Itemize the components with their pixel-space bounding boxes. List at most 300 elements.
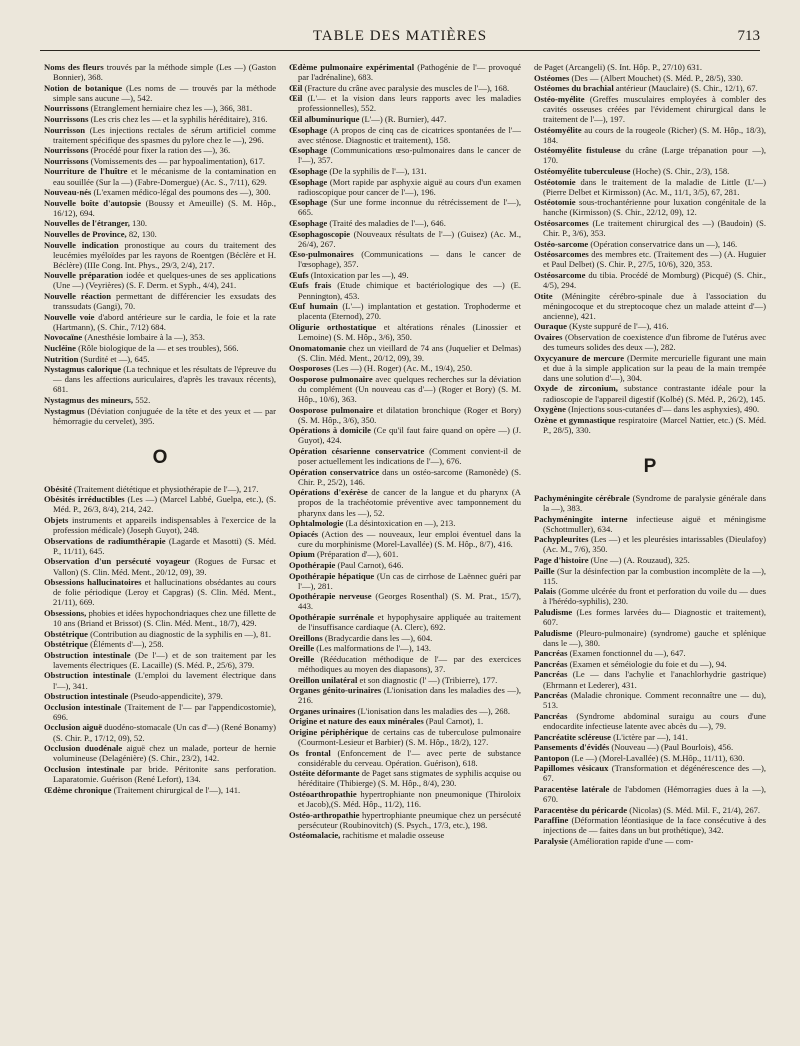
entry-term: Ouraque: [534, 321, 567, 332]
entry-term: Ostéotomie: [534, 176, 576, 187]
index-entry: [289, 374, 521, 404]
index-entry: [289, 322, 521, 342]
index-entry: [44, 166, 276, 186]
entry-term: Œsophagoscopie: [289, 228, 351, 239]
entry-term: Paludisme: [534, 606, 573, 617]
entry-text: 552.: [135, 395, 151, 405]
entry-term: Obstruction intestinale: [44, 670, 131, 681]
entry-text: de l'abdomen (Hémorragies dues à la —), 670.: [543, 784, 766, 805]
entry-text: au cours de la rougeole (Richer) (S. M. Hôp., 18/3), 184.: [543, 124, 766, 145]
entry-text: (Le —) (Morel-Lavallée) (S. M.Hôp., 11/11), 630.: [571, 752, 745, 763]
section-letter: O: [152, 446, 168, 468]
index-entry: [44, 198, 276, 218]
entry-text: (Etranglement herniaire chez les —), 366, 381.: [90, 103, 253, 114]
entry-term: Obstruction intestinale: [44, 649, 131, 660]
index-entry: [534, 73, 766, 83]
entry-term: Occlusion aiguë: [44, 722, 103, 733]
entry-text: (Déviation conjuguée de la tête et des yeux et — par hémorragie du cervelet), 395.: [53, 405, 276, 426]
index-entry: [534, 291, 766, 321]
entry-text: (Les formes larvées du— Diagnostic et traitement), 607.: [543, 606, 766, 627]
entry-term: Ostéomyélite: [534, 124, 582, 135]
index-entry: [534, 332, 766, 352]
entry-term: Otite: [534, 290, 553, 301]
index-entry: [289, 716, 521, 726]
entry-term: Notion de botanique: [44, 82, 123, 93]
entry-term: Nouvelle indication: [44, 239, 119, 250]
entry-term: Ostéomyélite tuberculeuse: [534, 165, 631, 176]
index-entry: [534, 690, 766, 710]
entry-term: Ostéo-sarcome: [534, 238, 589, 249]
entry-text: (Les injections rectales de sérum artificiel comme traitement spécifique des spasmes du pylore chez le —), 296.: [53, 124, 276, 145]
index-entry: [44, 343, 276, 353]
index-entry: [289, 114, 521, 124]
entry-term: Opérations à domicile: [289, 425, 371, 436]
entry-text: (Amélioration rapide d'une — com-: [570, 835, 694, 846]
index-entry: [534, 836, 766, 846]
entry-term: Pansements d'évidés: [534, 742, 610, 753]
entry-term: Oxycyanure de mercure: [534, 352, 625, 363]
entry-text: (Lagarde et Masotti) (S. Méd. P., 11/11), 645.: [53, 535, 276, 556]
entry-text: (La technique et les résultats de l'épreuve du — dans les affections auriculaires, d'après les travaux récents), 681.: [53, 364, 276, 395]
entry-text: (Le traitement chirurgical des —) (Baudoin) (S. Chir. P., 3/6), 353.: [543, 217, 766, 238]
index-entry: [534, 805, 766, 815]
entry-term: Nystagmus des mineurs,: [44, 395, 134, 405]
index-entry: [44, 332, 276, 342]
entry-text: (Surdité et —), 645.: [80, 353, 150, 364]
entry-text: (Enfoncement de l'— avec perte de substance considérable du cerveau. Opération. Guérison), 618.: [298, 747, 521, 768]
entry-text: pronostique au cours du traitement des leucémies myéloïdes par les rayons de Roentgen (Béclère et H. Béclère) (IIIe Cong. Int. Phys., 29/3, 2/4), 217.: [53, 239, 276, 270]
index-entry: [289, 446, 521, 466]
entry-text: duodéno-stomacale (Un cas d'—) (René Bonamy) (S. Chir. P., 17/12, 09), 52.: [53, 722, 276, 743]
entry-term: Paralysie: [534, 835, 568, 846]
entry-term: Oosporose pulmonaire: [289, 404, 374, 415]
entry-text: (Les —) (Marcel Labbé, Guelpa, etc.), (S. Méd. P., 26/3, 8/4), 214, 242.: [53, 494, 276, 515]
index-entry: [534, 166, 766, 176]
page-header: [40, 28, 760, 51]
entry-text: (Les —) (H. Roger) (Ac. M., 19/4), 250.: [333, 363, 473, 374]
index-entry: [534, 711, 766, 731]
index-entry: [289, 748, 521, 768]
index-entry: [534, 218, 766, 238]
index-entry: [289, 125, 521, 145]
entry-text: (L'— et la vision dans leurs rapports avec les maladies professionnelles), 552.: [298, 93, 521, 114]
entry-text: (Bradycardie dans les —), 604.: [324, 632, 433, 643]
entry-term: Œuf humain: [289, 301, 338, 312]
entry-text: (Examen fonctionnel du —), 647.: [569, 648, 686, 659]
entry-term: Pachyméningite cérébrale: [534, 492, 630, 503]
index-entry: [289, 405, 521, 425]
entry-term: Os frontal: [289, 747, 331, 758]
index-entry: [534, 493, 766, 513]
entry-text: (Traitement diététique et physiothérapie de l'—), 217.: [73, 483, 259, 494]
index-entry: [44, 62, 276, 82]
entry-text: du tibia. Procédé de Momburg) (Picqué) (S. Chir., 4/5), 294.: [543, 269, 766, 290]
entry-text: (Communications — dans le cancer de l'œsophage), 357.: [298, 249, 521, 270]
index-entry: [44, 515, 276, 535]
entry-term: Pachyméningite interne: [534, 513, 628, 524]
entry-text: aiguë chez un malade, porteur de hernie volumineuse (Delagénière) (S. Chir., 23/2), 142.: [53, 743, 276, 764]
index-entry: [44, 639, 276, 649]
entry-term: Nutrition: [44, 353, 79, 364]
entry-text: dans le traitement de la maladie de Little (L'—) (Pierre Delbet et Kirmisson) (Ac. M., 11/1, 3/5), 67, 281.: [543, 176, 766, 197]
entry-term: Organes urinaires: [289, 705, 356, 716]
index-entry: [44, 608, 276, 628]
index-column-right: [534, 62, 766, 1037]
index-entry: [44, 114, 276, 124]
entry-term: Ophtalmologie: [289, 518, 344, 529]
index-entry: [289, 249, 521, 269]
index-entry: [44, 83, 276, 103]
index-entry: [534, 659, 766, 669]
entry-term: Œsophage: [289, 145, 328, 156]
entry-text: (Vomissements des — par hypoalimentation), 617.: [90, 155, 265, 166]
index-entry: [534, 177, 766, 197]
entry-text: dans un ostéo-sarcome (Ramonède) (S. Chir. P., 25/2), 146.: [298, 466, 521, 487]
entry-text: (Sur une forme inconnue du rétrécissement de l'—), 665.: [298, 197, 521, 218]
index-entry: [44, 395, 276, 405]
entry-text: (Traité des maladies de l'—), 646.: [329, 217, 446, 228]
entry-text: (Georges Rosenthal) (S. M. Prat., 15/7), 443.: [298, 591, 521, 612]
index-column-left: [44, 62, 276, 1037]
entry-text: (A propos de cinq cas de cicatrices spontanées de l'— avec sténose. Diagnostic et traitement), 158.: [298, 124, 521, 145]
index-entry: [534, 628, 766, 648]
entry-term: Opération conservatrice: [289, 466, 380, 477]
index-entry: [289, 529, 521, 549]
entry-term: Paracentèse du péricarde: [534, 804, 628, 815]
entry-term: Ostéosarcomes: [534, 217, 589, 228]
index-column-middle: [289, 62, 521, 1037]
entry-text: (L'ionisation dans les maladies des —), 268.: [357, 705, 510, 716]
entry-term: Opérations d'exérèse: [289, 487, 368, 498]
entry-text: (Rôle biologique de la — et ses troubles), 566.: [78, 343, 239, 354]
entry-text: (Rééducation méthodique de l'— par des exercices méthodiques au moyen des diapasons), 37.: [298, 653, 521, 674]
entry-text: (Des — (Albert Mouchet) (S. Méd. P., 28/5), 330.: [571, 72, 743, 83]
index-entry: [44, 406, 276, 426]
entry-text: (Déformation léontiasique de la face consécutive à des injections de — faites dans un but prothétique), 342.: [543, 815, 766, 836]
entry-text: (Action des — nouveaux, leur emploi éventuel dans la cure du morphinisme (Morel-Lavallée) (S. M. Hôp., 8/7), 416.: [298, 528, 521, 549]
entry-term: Nourrisson: [44, 124, 86, 135]
index-entry: [534, 415, 766, 435]
entry-term: Obsessions hallucinatoires: [44, 577, 142, 588]
index-entry: [44, 722, 276, 742]
entry-text: (Comment convient-il de poser actuellement les indications de l'—), 676.: [298, 445, 521, 467]
index-entry: [44, 577, 276, 607]
index-entry: [289, 218, 521, 228]
entry-text: avec quelques recherches sur la déviation du complément (Un nouveau cas d'—) (Roger et Bory) (S. M. Hôp., 10/6), 363.: [298, 373, 521, 404]
index-entry: [534, 514, 766, 534]
entry-text: (Sur la désinfection par la combustion incomplète de la —), 115.: [543, 565, 766, 586]
index-entry: [289, 425, 521, 445]
entry-text: d'abord antérieure sur le cardia, le foie et la rate (Hartmann), (S. Chir., 7/12) 684.: [53, 311, 276, 332]
entry-term: Oreille: [289, 643, 315, 654]
index-entry: [289, 591, 521, 611]
index-entry: [289, 487, 521, 517]
entry-text: (Nouveaux résultats de l'—) (Guisez) (Ac. M., 26/4), 267.: [298, 228, 521, 249]
entry-term: Ostéomes: [534, 72, 570, 83]
index-entry: [44, 743, 276, 763]
entry-text: (Injections sous-cutanées d'— dans les asphyxies), 490.: [568, 404, 760, 415]
entry-term: Ostéosarcome: [534, 269, 586, 280]
entry-term: Opothérapie nerveuse: [289, 591, 372, 602]
index-entry: [534, 145, 766, 165]
entry-term: Œso-pulmonaires: [289, 249, 354, 260]
index-entry: [44, 650, 276, 670]
entry-text: (Le — dans l'achylie et l'anachlorhydrie gastrique) (Ehrmann et Lederer), 431.: [543, 669, 766, 690]
entry-term: Ostéomalacie,: [289, 830, 341, 841]
index-entry: [534, 732, 766, 742]
index-entry: [289, 654, 521, 674]
entry-text: (Pseudo-appendicite), 379.: [130, 691, 223, 702]
entry-text: (Syndrome de paralysie générale dans la —), 383.: [543, 492, 766, 513]
entry-term: Onomatomanie: [289, 342, 346, 353]
entry-text: (Hoche) (S. Chir., 2/3), 158.: [632, 165, 730, 176]
index-entry: [289, 789, 521, 809]
entry-term: Paludisme: [534, 627, 573, 638]
entry-term: Paille: [534, 565, 555, 576]
entry-term: Nourriture de l'huître: [44, 166, 128, 177]
entry-text: par bride. Péritonite sans perforation. Laparatomie. Guérison (René Lefort), 134.: [53, 763, 276, 784]
index-entry: [289, 83, 521, 93]
entry-text: (Les noms de — trouvés par la méthode simple sans aucune —), 542.: [53, 82, 276, 103]
entry-text: (Rogues de Fursac et Vallon) (S. Clin. Méd. Ment., 20/12, 09), 39.: [53, 556, 276, 577]
entry-text: (Maladie chronique. Comment reconnaître une — du), 513.: [543, 690, 766, 711]
entry-text: infectieuse aiguë et méningisme (Schottmuller), 634.: [543, 513, 766, 534]
index-entry: [44, 764, 276, 784]
index-entry: [289, 685, 521, 705]
entry-text: et son diagnostic (l' —) (Tribierre), 177.: [359, 674, 498, 685]
entry-term: Obsessions,: [44, 607, 87, 618]
index-entry: [44, 270, 276, 290]
entry-text: instruments et appareils indispensables à l'exercice de la profession médicale) (Joseph Guyot), 248.: [53, 515, 276, 536]
entry-term: Paraffine: [534, 815, 569, 826]
index-entry: [44, 556, 276, 576]
entry-text: (Intoxication par les —), 49.: [310, 269, 409, 280]
index-entry: [534, 62, 766, 72]
index-entry: [289, 706, 521, 716]
entry-text: (Dermite mercurielle figurant une main et due à la simple application sur la peau de la main trempée dans une solution d'—), 304.: [543, 352, 766, 383]
entry-text: (Ce qu'il faut faire quand on opère —) (J. Guyot), 424.: [298, 425, 521, 446]
entry-term: Occlusion intestinale: [44, 701, 122, 712]
entry-text: (Une —) (A. Rouzaud), 325.: [590, 554, 690, 565]
index-entry: [44, 670, 276, 690]
entry-text: (L'ictère par —), 141.: [613, 731, 688, 742]
entry-term: Obésité: [44, 483, 72, 494]
index-entry: [289, 343, 521, 363]
index-entry: [44, 125, 276, 145]
entry-text: rachitisme et maladie osseuse: [342, 830, 445, 841]
entry-text: 130.: [132, 218, 148, 229]
entry-term: Nouvelle réaction: [44, 291, 111, 302]
index-entry: [534, 353, 766, 383]
entry-text: (Etude chimique et bactériologique des —) (E. Pennington), 453.: [298, 280, 521, 301]
index-entry: [534, 321, 766, 331]
entry-text: (De la syphilis de l'—), 131.: [329, 165, 427, 176]
entry-text: (Les cris chez les — et la syphilis héréditaire), 316.: [90, 113, 268, 124]
entry-term: Ostéomyélite fistuleuse: [534, 145, 621, 156]
index-entry: [534, 586, 766, 606]
index-entry: [289, 768, 521, 788]
entry-term: Œdème chronique: [44, 784, 112, 795]
index-entry: [534, 648, 766, 658]
entry-term: Opération césarienne conservatrice: [289, 445, 425, 456]
entry-text: (L'—) implantation et gestation. Trophoderme et placenta (Eternod), 270.: [298, 301, 521, 322]
entry-text: (Opération conservatrice dans un —), 146.: [590, 238, 738, 249]
entry-term: Noms des fleurs: [44, 62, 104, 72]
entry-term: Oreillon unilatéral: [289, 674, 358, 685]
entry-text: (Boussy et Ameuille) (S. M. Hôp., 16/12), 694.: [53, 197, 276, 218]
entry-term: Oreille: [289, 653, 315, 664]
entry-term: Observation d'un persécuté voyageur: [44, 556, 190, 567]
index-entry: [44, 291, 276, 311]
index-entry: [289, 467, 521, 487]
index-entry: [289, 560, 521, 570]
index-entry: [289, 166, 521, 176]
index-entry: [534, 94, 766, 124]
entry-term: Occlusion duodénale: [44, 743, 123, 754]
entry-text: (Anesthésie lombaire à la —), 353.: [84, 332, 205, 343]
entry-text: et hypophysaire appliquée au traitement de l'insuffisance cardiaque (A. Clerc), 692.: [298, 611, 521, 633]
entry-text: (L'emploi du lavement électrique dans l'—), 341.: [53, 670, 276, 691]
entry-text: (Fracture du crâne avec paralysie des muscles de l'—), 168.: [304, 82, 510, 93]
entry-text: du crâne (Large trépanation pour —), 170.: [543, 145, 766, 166]
entry-term: Nouvelle voie: [44, 311, 95, 322]
index-entry: [534, 669, 766, 689]
index-entry: [534, 607, 766, 627]
entry-text: chez un vieillard de 74 ans (Juquelier et Delmas) (S. Clin. Méd. Ment., 20/12, 09), 39.: [298, 342, 521, 363]
index-entry: [534, 815, 766, 835]
entry-text: de Paget (Arcangeli) (S. Int. Hôp. P., 27/10) 631.: [534, 62, 703, 72]
entry-term: Ostéo-myélite: [534, 93, 585, 104]
entry-text: permettant de différencier les exsudats des transsudats (Gangi), 70.: [53, 291, 276, 312]
entry-text: (Paul Carnot), 646.: [337, 560, 404, 570]
entry-term: Nouvelles de Province,: [44, 229, 127, 239]
entry-text: substance contrastante idéale pour la radioscopie de l'appareil digestif (Kolbé) (S. Méd. P., 26/2), 145.: [543, 383, 766, 404]
entry-term: Pancréas: [534, 658, 568, 669]
entry-term: Œsophage: [289, 176, 328, 187]
entry-text: et hallucinations obsédantes au cours de folie périodique (Leroy et Capgras) (S. Clin. Méd. Ment., 21/11), 669.: [53, 577, 276, 608]
index-entry: [534, 83, 766, 93]
entry-term: Nourrissons: [44, 113, 89, 124]
entry-term: Paracentèse latérale: [534, 784, 610, 794]
index-entry: [534, 763, 766, 783]
entry-term: Nystagmus calorique: [44, 364, 122, 375]
page-number: 713: [737, 28, 760, 44]
entry-text: (Kyste suppuré de l'—), 416.: [569, 321, 669, 332]
entry-text: antérieur (Mauclaire) (S. Chir., 12/1), 67.: [615, 83, 758, 94]
entry-term: Nourrissons: [44, 145, 89, 156]
entry-term: Nouvelles de l'étranger,: [44, 218, 130, 229]
entry-term: Obésités irréductibles: [44, 494, 125, 505]
index-entry: [289, 571, 521, 591]
entry-text: (Un cas de cirrhose de Laënnec guéri par l'—), 281.: [298, 570, 521, 591]
entry-term: Nouvelle préparation: [44, 270, 124, 281]
index-entry: [44, 103, 276, 113]
entry-text: (Nouveau —) (Paul Bourlois), 456.: [611, 742, 734, 753]
entry-text: (Examen et séméiologie du foie et du —), 94.: [569, 658, 727, 669]
entry-term: Ostéite déformante: [289, 768, 360, 779]
index-entry: [534, 239, 766, 249]
entry-text: sous-trochantérienne pour luxation congénitale de la hanche (Kirmisson) (S. Chir., 22/12, 09), 12.: [543, 197, 766, 218]
entry-text: (Contribution au diagnostic de la syphilis en —), 81.: [90, 628, 272, 639]
entry-term: Oligurie orthostatique: [289, 321, 377, 332]
entry-term: Œil: [289, 93, 303, 104]
entry-text: (Éléments d'—), 258.: [90, 639, 164, 650]
entry-term: Nouveau-nés: [44, 187, 92, 198]
index-entry: [534, 555, 766, 565]
entry-term: Oosporoses: [289, 363, 331, 374]
entry-text: (Traitement de l'— par l'appendicostomie), 696.: [53, 701, 276, 722]
entry-text: (Greffes musculaires employées à combler des cavités osseuses créées par l'évidement chirurgical dans le traitement de l'—), 197.: [543, 93, 766, 124]
entry-text: trouvés par la méthode simple (Les —) (Gaston Bonnier), 368.: [53, 62, 276, 83]
entry-text: phobies et idées hypochondriaques chez une fillette de 10 ans (Briand et Brissot) (S. Clin. Méd. Ment., 18/7), 429.: [53, 607, 276, 628]
entry-term: Origine périphérique: [289, 727, 369, 737]
entry-text: (Mort rapide par asphyxie aiguë au cours d'un examen radioscopique pour cancer de l'—), 196.: [298, 176, 521, 197]
entry-term: Papillomes vésicaux: [534, 763, 609, 774]
entry-term: Ozène et gymnastique: [534, 414, 616, 425]
entry-text: (Paul Carnot), 1.: [425, 716, 484, 727]
index-entry: [289, 93, 521, 113]
index-entry: [289, 270, 521, 280]
index-entry: [289, 633, 521, 643]
entry-text: (Pathogénie de l'— provoqué par l'adrénaline), 683.: [298, 62, 521, 83]
entry-term: Pancréatite scléreuse: [534, 731, 611, 742]
entry-text: (L'—) (R. Burnier), 447.: [361, 113, 447, 124]
entry-text: hypertrophiante non pneumonique (Thiroloix et Jacob),(S. Méd. Hôp., 11/2), 116.: [298, 789, 521, 810]
entry-term: Œsophage: [289, 217, 328, 228]
index-entry: [534, 249, 766, 269]
index-entry: [289, 197, 521, 217]
index-entry: [289, 612, 521, 632]
index-entry: [44, 187, 276, 197]
entry-term: Palais: [534, 586, 556, 597]
entry-term: Œsophage: [289, 197, 328, 208]
entry-text: de certains cas de tuberculose pulmonaire (Courmont-Lesieur et Barbier) (S. M. Hôp., 18/2), 127.: [298, 727, 521, 748]
index-entry: [289, 727, 521, 747]
entry-term: Observations de radiumthérapie: [44, 535, 166, 546]
index-entry: [534, 197, 766, 217]
index-entry: [289, 518, 521, 528]
index-entry: [44, 312, 276, 332]
entry-term: Œsophage: [289, 165, 328, 176]
entry-term: Œsophage: [289, 124, 328, 135]
entry-term: Pancréas: [534, 669, 568, 680]
index-entry: [44, 702, 276, 722]
index-entry: [289, 177, 521, 197]
index-entry: [44, 240, 276, 270]
index-entry: [289, 301, 521, 321]
entry-term: Oreillons: [289, 632, 323, 643]
entry-term: Objets: [44, 515, 69, 526]
section-letter: P: [643, 455, 657, 477]
entry-text: et altérations rénales (Linossier et Lemoine) (S. M. Hôp., 3/6), 350.: [298, 321, 521, 342]
entry-text: (Communications œso-pulmonaires dans le cancer de l'—), 357.: [298, 145, 521, 166]
index-entry: [289, 549, 521, 559]
index-entry: [44, 785, 276, 795]
entry-text: (Nicolas) (S. Méd. Mil. F., 21/4), 267.: [629, 804, 761, 815]
index-entry: [44, 229, 276, 239]
entry-text: 82, 130.: [128, 229, 157, 239]
entry-text: (Transformation et dégénérescence des —), 67.: [543, 763, 766, 784]
entry-term: Obstétrique: [44, 639, 88, 650]
entry-term: Pantopon: [534, 752, 570, 763]
index-entry: [289, 810, 521, 830]
index-entry: [534, 753, 766, 763]
entry-text: respiratoire (Marcel Nattier, etc.) (S. Méd. P., 28/5), 330.: [543, 414, 766, 435]
index-entry: [289, 62, 521, 82]
index-entry: [289, 145, 521, 165]
index-entry: [534, 784, 766, 804]
entry-term: Novocaïne: [44, 332, 83, 343]
